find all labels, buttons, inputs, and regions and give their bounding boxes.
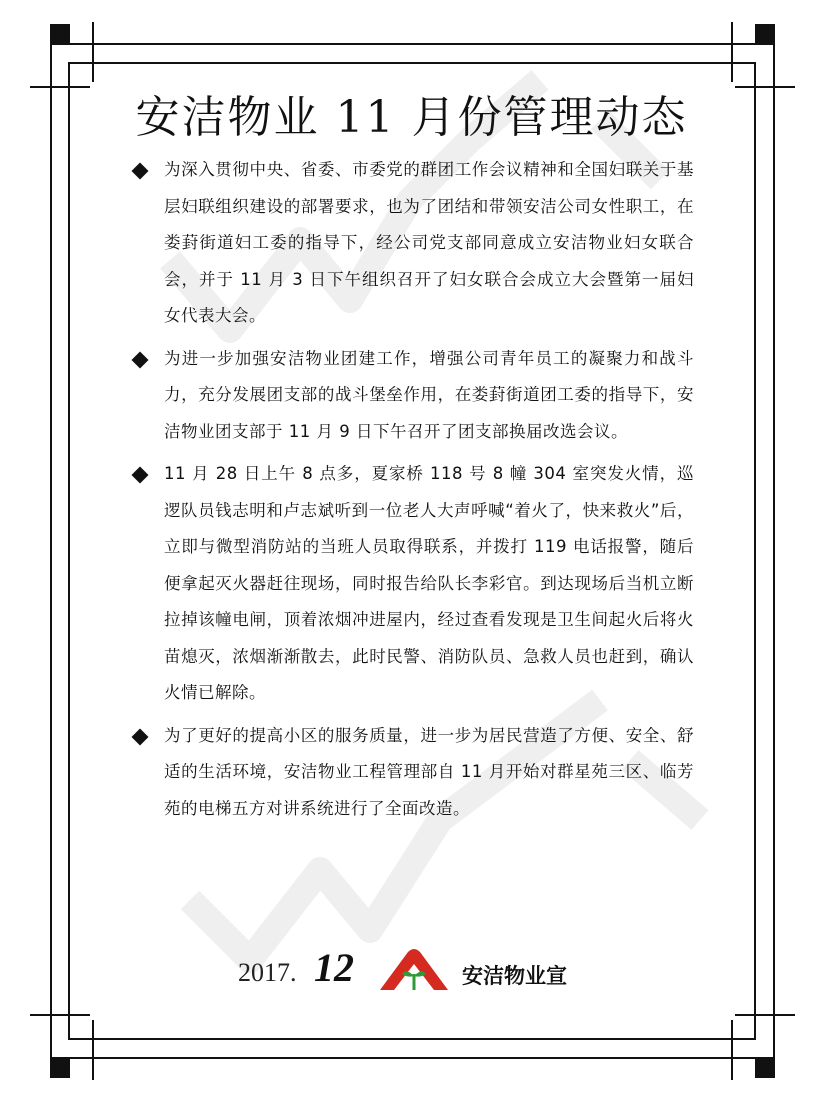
footer-month: 12 xyxy=(314,945,354,990)
news-item xyxy=(134,718,694,828)
border-ext-bl-v xyxy=(92,1020,94,1080)
border-outer-right xyxy=(773,43,775,1059)
news-item-text: 为深入贯彻中央、省委、市委党的群团工作会议精神和全国妇联关于基层妇联组织建设的部署要求，也为了团结和带领安洁公司女性职工，在娄葑街道妇工委的指导下，经公司党支部同意成立安洁物业妇女联合会，并于 11 月 3 日下午组织召开了妇女联合会成立大会暨第一届妇女代表大会。 xyxy=(164,160,694,325)
border-ext-bl-h xyxy=(30,1014,90,1016)
company-logo-icon xyxy=(374,944,454,996)
news-item-text: 为了更好的提高小区的服务质量，进一步为居民营造了方便、安全、舒适的生活环境，安洁物业工程管理部自 11 月开始对群星苑三区、临芳苑的电梯五方对讲系统进行了全面改造。 xyxy=(164,725,694,818)
border-ext-tr-h xyxy=(735,86,795,88)
border-corner-bottom-left xyxy=(50,1058,70,1078)
diamond-bullet-icon xyxy=(132,351,149,368)
news-item-text: 为进一步加强安洁物业团建工作，增强公司青年员工的凝聚力和战斗力，充分发展团支部的战斗堡垒作用，在娄葑街道团工委的指导下，安洁物业团支部于 11 月 9 日下午召开了团支部换届改选会议。 xyxy=(164,348,694,441)
border-inner-left xyxy=(68,62,70,1040)
news-item xyxy=(134,152,694,335)
news-item xyxy=(134,341,694,451)
border-inner-bottom xyxy=(68,1038,756,1040)
footer-year: 2017. xyxy=(238,958,297,987)
news-item-text: 11 月 28 日上午 8 点多，夏家桥 118 号 8 幢 304 室突发火情，巡逻队员钱志明和卢志斌听到一位老人大声呼喊“着火了，快来救火”后，立即与微型消防站的当班人员取得联系，并拨打 119 电话报警，随后便拿起灭火器赶往现场，同时报告给队长李彩官。到达现场后当机立断拉掉该幢电闸，顶着浓烟冲进屋内，经过查看发现是卫生间起火后将火苗熄灭，浓烟渐渐散去，此时民警、消防队员、急救人员也赶到，确认火情已解除。 xyxy=(164,464,694,702)
border-ext-tl-h xyxy=(30,86,90,88)
border-outer-top xyxy=(50,43,775,45)
news-item xyxy=(134,456,694,712)
border-ext-br-v xyxy=(731,1020,733,1080)
border-ext-br-h xyxy=(735,1014,795,1016)
footer-company: 安洁物业宣 xyxy=(462,964,567,988)
border-corner-bottom-right xyxy=(755,1058,775,1078)
border-inner-top xyxy=(68,62,756,64)
diamond-bullet-icon xyxy=(132,467,149,484)
border-corner-top-left xyxy=(50,24,70,44)
diamond-bullet-icon xyxy=(132,163,149,180)
border-inner-right xyxy=(754,62,756,1040)
border-ext-tl-v xyxy=(92,22,94,82)
diamond-bullet-icon xyxy=(132,728,149,745)
border-outer-left xyxy=(50,43,52,1059)
border-outer-bottom xyxy=(50,1057,775,1059)
border-corner-top-right xyxy=(755,24,775,44)
border-ext-tr-v xyxy=(731,22,733,82)
page-title: 安洁物业 11 月份管理动态 xyxy=(135,92,688,143)
news-list xyxy=(134,152,694,833)
